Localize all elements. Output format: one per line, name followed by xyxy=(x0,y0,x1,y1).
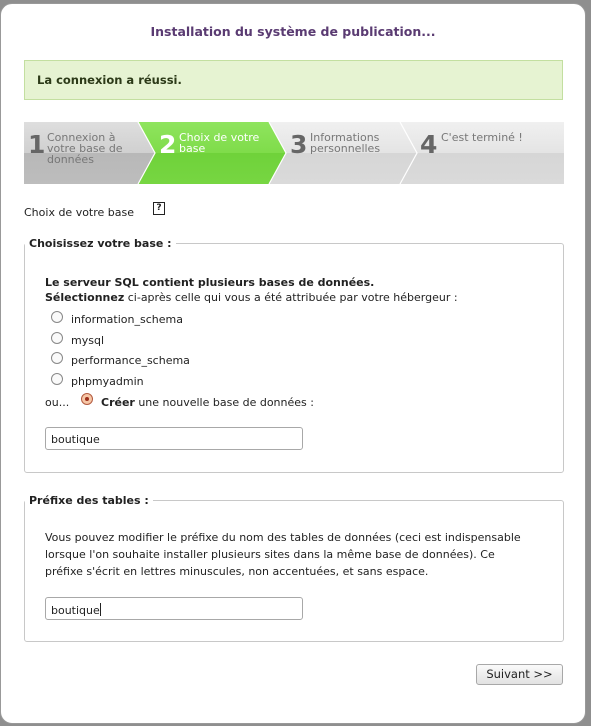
sql-intro: Le serveur SQL contient plusieurs bases de données. xyxy=(45,276,375,289)
step-1-number: 1 xyxy=(28,130,46,159)
prefix-description: Vous pouvez modifier le préfixe du nom des tables de données (ceci est indispensable lorsque l'on souhaite installer plusieurs sites dans la même base de données). Ce préfixe s'écrit en lettres minuscules, non accentuées, et sans espace. xyxy=(45,531,521,578)
step-3 xyxy=(286,122,417,184)
prefix-legend: Préfixe des tables : xyxy=(29,494,149,507)
success-message: La connexion a réussi. xyxy=(24,60,563,100)
text-cursor xyxy=(100,603,101,616)
step-3-label: Informations personnelles xyxy=(310,131,381,155)
create-new-label: Créer une nouvelle base de données : xyxy=(101,396,314,409)
step-2-label: Choix de votre base xyxy=(179,131,260,155)
radio-information-schema[interactable] xyxy=(51,311,63,323)
step-1 xyxy=(24,122,138,184)
radio-create-new[interactable] xyxy=(81,393,93,405)
option-label-phpmyadmin: phpmyadmin xyxy=(71,375,144,388)
radio-performance-schema[interactable] xyxy=(51,352,63,364)
choix-label: Choix de votre base xyxy=(24,206,135,219)
option-label-information-schema: information_schema xyxy=(71,313,183,326)
progress-steps xyxy=(24,122,564,184)
step-3-number: 3 xyxy=(290,130,308,159)
step-4-label: C'est terminé ! xyxy=(441,131,523,144)
select-instruction: Sélectionnez ci-après celle qui vous a été attribuée par votre hébergeur : xyxy=(45,291,458,304)
help-icon[interactable]: ? xyxy=(153,202,165,215)
option-label-performance-schema: performance_schema xyxy=(71,354,190,367)
step-4-number: 4 xyxy=(420,130,438,159)
or-prefix: ou... xyxy=(45,396,70,409)
page-title: Installation du système de publication... xyxy=(150,24,436,39)
table-prefix-input[interactable]: boutique xyxy=(45,597,303,620)
next-button[interactable]: Suivant >> xyxy=(476,664,563,685)
radio-mysql[interactable] xyxy=(51,332,63,344)
option-label-mysql: mysql xyxy=(71,334,104,347)
step-2-number: 2 xyxy=(159,130,177,159)
step-2 xyxy=(155,122,286,184)
database-legend: Choisissez votre base : xyxy=(29,237,172,250)
radio-phpmyadmin[interactable] xyxy=(51,373,63,385)
new-database-input[interactable]: boutique xyxy=(45,427,303,450)
step-4 xyxy=(417,122,564,184)
step-1-label: Connexion à votre base de données xyxy=(47,131,123,166)
